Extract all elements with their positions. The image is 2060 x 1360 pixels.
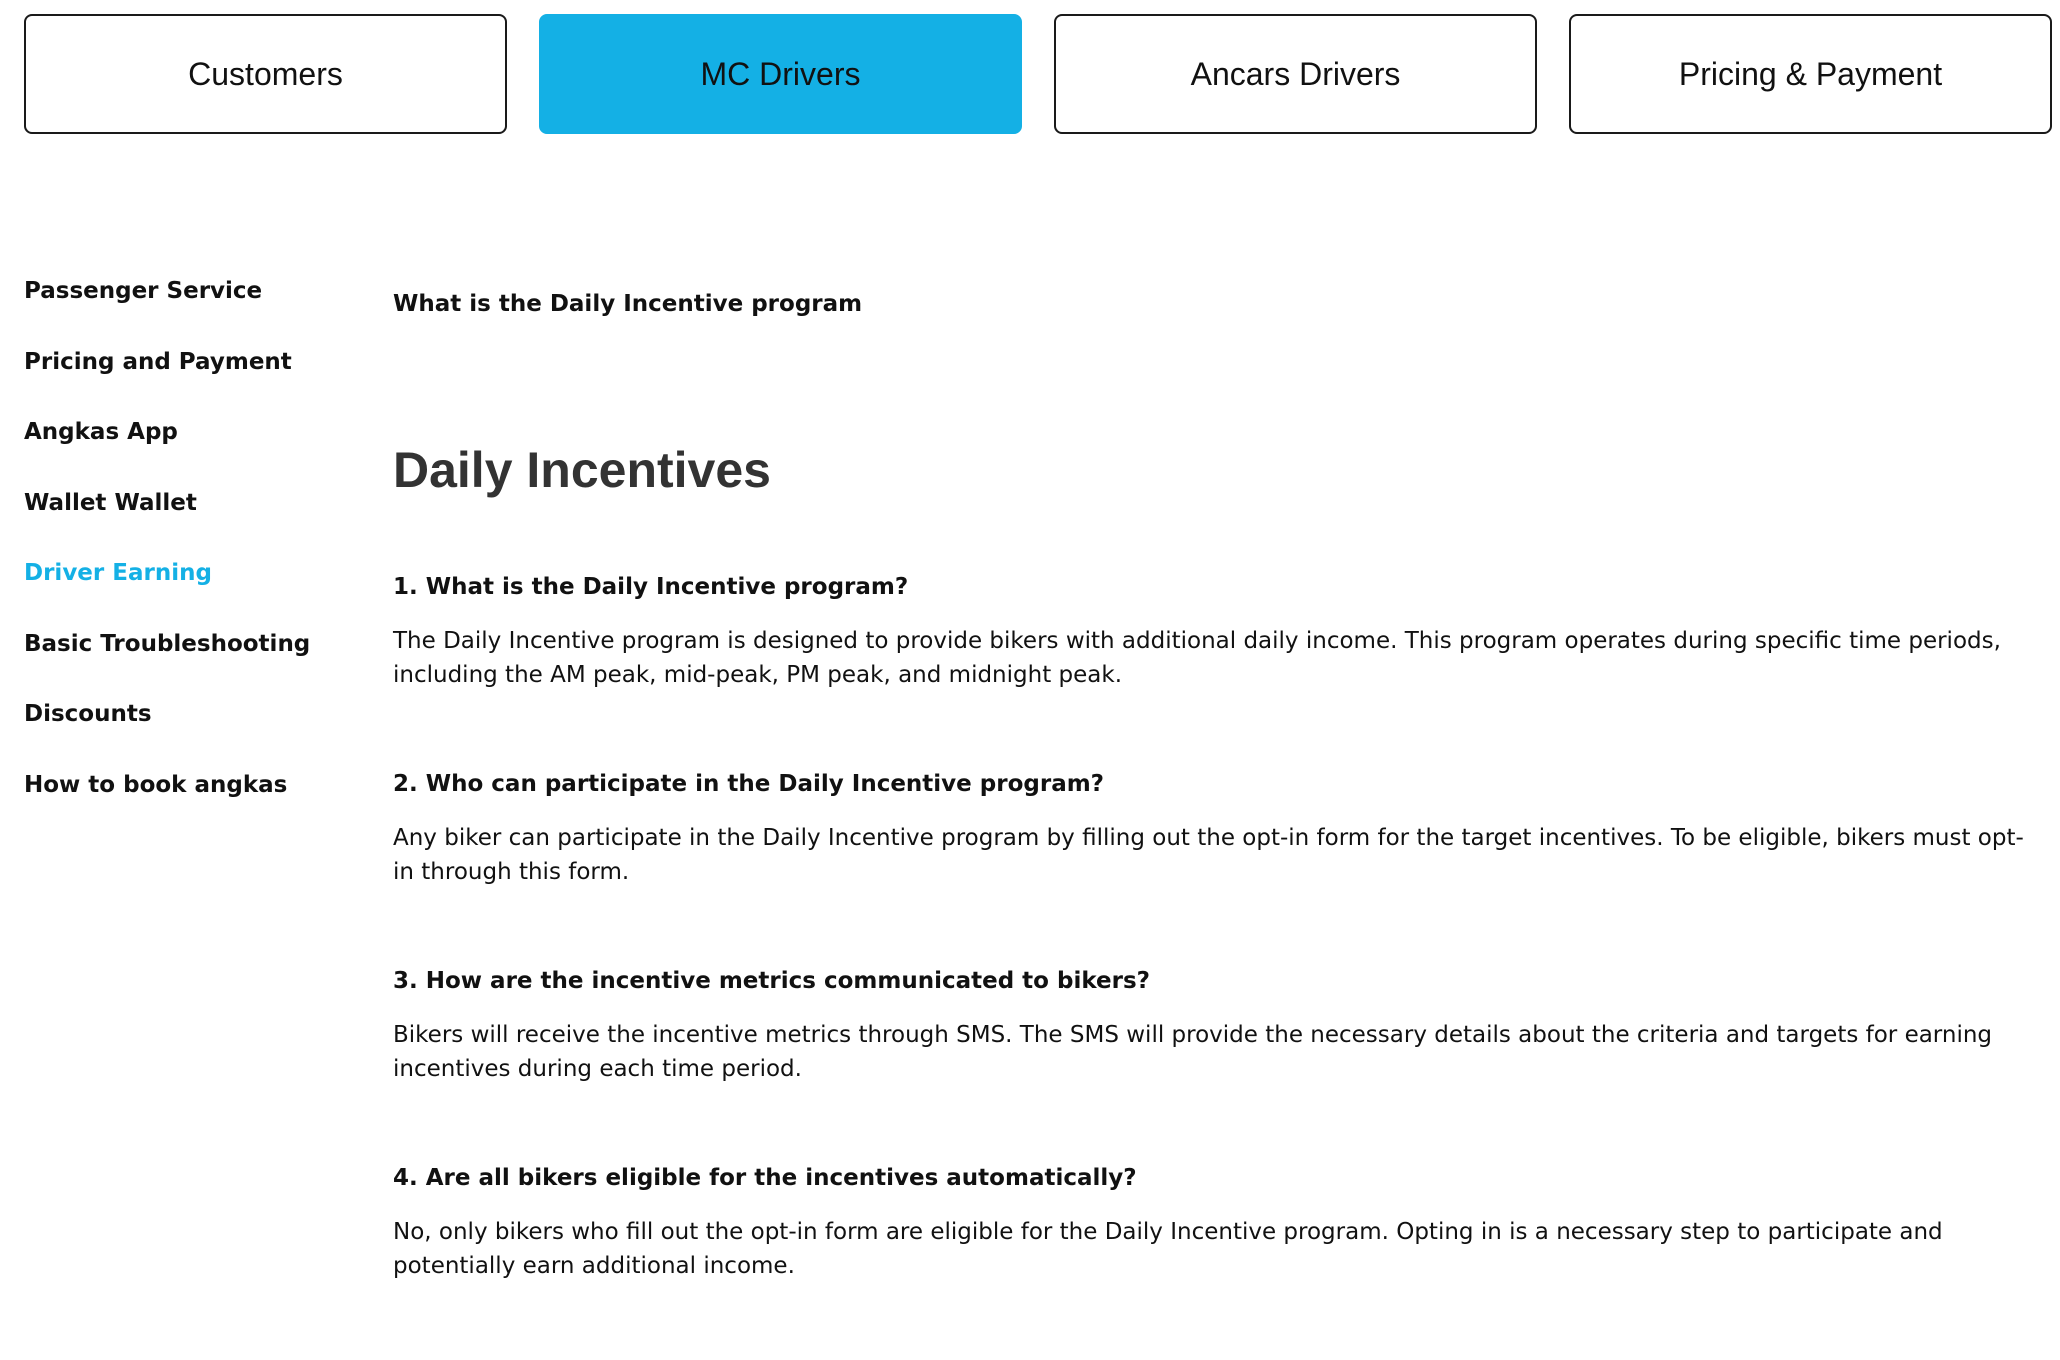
faq-question: 4. Are all bikers eligible for the incentives automatically? xyxy=(393,1165,1137,1191)
tab-pricing-payment[interactable]: Pricing & Payment xyxy=(1569,14,2052,134)
faq-question: 2. Who can participate in the Daily Incentive program? xyxy=(393,771,1105,797)
tab-customers[interactable]: Customers xyxy=(24,14,507,134)
sidebar-item-passenger-service[interactable]: Passenger Service xyxy=(24,278,263,304)
faq-question: 3. How are the incentive metrics communicated to bikers? xyxy=(393,968,1150,994)
faq-list xyxy=(393,572,2033,1360)
tab-mc-drivers[interactable]: MC Drivers xyxy=(539,14,1022,134)
faq-answer: No, only bikers who fill out the opt-in form are eligible for the Daily Incentive program. Opting in is a necessary step to participate and potentially earn additional income. xyxy=(393,1219,1943,1279)
page-title: Daily Incentives xyxy=(393,442,771,498)
sidebar-item-discounts[interactable]: Discounts xyxy=(24,701,152,727)
faq-item xyxy=(393,1163,2033,1360)
faq-item xyxy=(393,966,2033,1163)
faq-item xyxy=(393,769,2033,966)
sidebar-item-pricing-and-payment[interactable]: Pricing and Payment xyxy=(24,348,292,375)
main-content xyxy=(393,286,2033,1360)
faq-question: 1. What is the Daily Incentive program? xyxy=(393,574,909,600)
sidebar xyxy=(24,276,364,840)
sidebar-item-angkas-app[interactable]: Angkas App xyxy=(24,419,178,445)
faq-answer: Bikers will receive the incentive metrics through SMS. The SMS will provide the necessary details about the criteria and targets for earning incentives during each time period. xyxy=(393,1022,1993,1082)
sidebar-item-driver-earning[interactable]: Driver Earning xyxy=(24,560,212,586)
top-navigation-tabs xyxy=(24,14,2052,134)
current-question-heading: What is the Daily Incentive program xyxy=(393,291,863,317)
tab-ancars-drivers[interactable]: Ancars Drivers xyxy=(1054,14,1537,134)
sidebar-item-how-to-book[interactable]: How to book angkas xyxy=(24,771,288,798)
faq-item xyxy=(393,572,2033,769)
faq-answer: Any biker can participate in the Daily Incentive program by filling out the opt-in form for the target incentives. To be eligible, bikers must opt-in through this form. xyxy=(393,825,2024,885)
sidebar-item-wallet[interactable]: Wallet Wallet xyxy=(24,489,197,516)
faq-answer: The Daily Incentive program is designed to provide bikers with additional daily income. This program operates during specific time periods, including the AM peak, mid-peak, PM peak, and midnight peak. xyxy=(393,628,2001,688)
sidebar-item-basic-troubleshooting[interactable]: Basic Troubleshooting xyxy=(24,630,311,657)
